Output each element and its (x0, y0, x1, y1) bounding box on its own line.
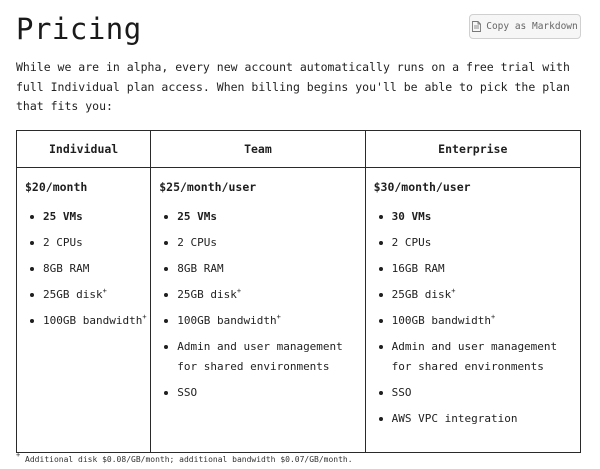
document-icon (472, 21, 481, 32)
feature-text: 8GB RAM (177, 262, 224, 275)
plan-header-enterprise: Enterprise (365, 131, 580, 168)
footnote-marker: + (451, 287, 456, 295)
feature-text: 100GB bandwidth (43, 314, 143, 327)
feature-text: Admin and user management for shared environments (177, 340, 343, 373)
list-item (376, 383, 580, 403)
feature-list (366, 207, 580, 429)
plan-cell-team (151, 168, 365, 453)
feature-text: 25 VMs (177, 210, 217, 223)
feature-text: 25GB disk (43, 288, 103, 301)
feature-list (17, 207, 150, 331)
footnote (16, 451, 353, 464)
feature-text: AWS VPC integration (391, 412, 518, 425)
feature-text: 8GB RAM (43, 262, 90, 275)
footnote-marker: + (142, 313, 147, 321)
feature-text: 25GB disk (391, 288, 452, 301)
footnote-marker: + (16, 451, 21, 459)
list-item (27, 207, 150, 227)
list-item (376, 311, 580, 331)
footnote-marker: + (490, 313, 496, 321)
list-item (27, 311, 150, 331)
list-item (27, 233, 150, 253)
list-item (376, 285, 580, 305)
feature-text: 2 CPUs (391, 236, 432, 249)
feature-text: 30 VMs (391, 210, 432, 223)
footnote-marker: + (236, 287, 242, 295)
plan-price: $25/month/user (159, 180, 257, 194)
footnote-marker: + (276, 313, 281, 321)
feature-text: 16GB RAM (391, 262, 445, 275)
feature-text: 100GB bandwidth (391, 314, 491, 327)
list-item (376, 207, 580, 227)
plan-price: $30/month/user (373, 180, 471, 194)
plan-header-team: Team (151, 131, 365, 168)
list-item (376, 337, 580, 377)
list-item (161, 311, 364, 331)
feature-text: SSO (391, 386, 412, 399)
plan-header-individual: Individual (17, 131, 151, 168)
list-item (161, 259, 364, 279)
plan-cell-individual (17, 168, 151, 453)
page-title: Pricing (16, 12, 142, 46)
plan-cell-enterprise (365, 168, 580, 453)
footnote-marker: + (102, 287, 107, 295)
feature-text: SSO (177, 386, 198, 399)
list-item (376, 233, 580, 253)
feature-text: 25 VMs (43, 210, 83, 223)
feature-text: 2 CPUs (177, 236, 217, 249)
copy-as-markdown-button[interactable] (469, 14, 581, 39)
copy-button-label: Copy as Markdown (486, 21, 578, 32)
list-item (161, 285, 364, 305)
list-item (27, 259, 150, 279)
list-item (376, 259, 580, 279)
list-item (27, 285, 150, 305)
feature-text: 100GB bandwidth (177, 314, 277, 327)
feature-list (151, 207, 364, 403)
footnote-text: Additional disk $0.08/GB/month; additional bandwidth $0.07/GB/month. (25, 455, 353, 464)
intro-paragraph: While we are in alpha, every new account automatically runs on a free trial with full Individual plan access. When billing begins you'll be able to pick the plan that fits you: (16, 60, 570, 113)
plan-price: $20/month (25, 180, 88, 194)
list-item (161, 207, 364, 227)
feature-text: 25GB disk (177, 288, 237, 301)
list-item (161, 337, 364, 377)
feature-text: Admin and user management for shared environments (391, 340, 558, 373)
list-item (376, 409, 580, 429)
feature-text: 2 CPUs (43, 236, 83, 249)
list-item (161, 233, 364, 253)
list-item (161, 383, 364, 403)
pricing-table (16, 130, 581, 453)
